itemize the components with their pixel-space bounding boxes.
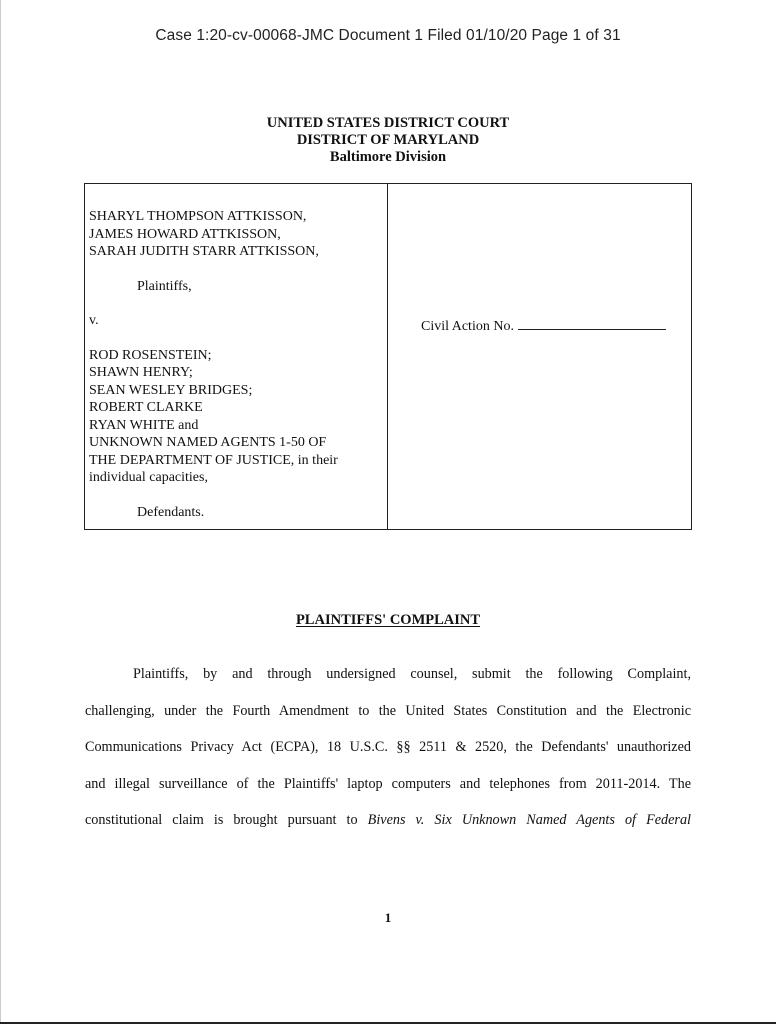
body-line: Communications Privacy Act (ECPA), 18 U.S.C. §§ 2511 & 2520, the Defendants' unauthorized bbox=[85, 739, 691, 755]
defendant-name: ROD ROSENSTEIN; bbox=[89, 347, 212, 363]
page-number: 1 bbox=[384, 910, 392, 925]
civil-action-number bbox=[421, 316, 666, 335]
defendant-name: UNKNOWN NAMED AGENTS 1-50 OF bbox=[89, 435, 327, 450]
versus-label: v. bbox=[89, 313, 99, 328]
case-caption-box bbox=[84, 183, 692, 530]
complaint-body bbox=[85, 662, 691, 845]
defendants-label: Defendants. bbox=[137, 504, 205, 520]
defendant-name: ROBERT CLARKE bbox=[89, 400, 203, 415]
complaint-heading: PLAINTIFFS' COMPLAINT bbox=[295, 612, 481, 628]
body-line-last bbox=[85, 808, 691, 845]
body-line: Plaintiffs, by and through undersigned counsel, submit the following Complaint, bbox=[133, 666, 691, 682]
body-line: challenging, under the Fourth Amendment to the United States Constitution and the Electronic bbox=[85, 702, 691, 719]
court-title bbox=[0, 115, 776, 166]
ecf-header-stamp: Case 1:20-cv-00068-JMC Document 1 Filed 01/10/20 Page 1 of 31 bbox=[155, 27, 621, 44]
plaintiff-name: SARAH JUDITH STARR ATTKISSON, bbox=[89, 244, 319, 259]
body-text-plain: constitutional claim is brought pursuant to bbox=[85, 812, 368, 828]
defendant-name: SHAWN HENRY; bbox=[89, 365, 193, 380]
plaintiff-name: JAMES HOWARD ATTKISSON, bbox=[89, 226, 281, 242]
civil-action-blank bbox=[518, 316, 666, 330]
defendant-name: SEAN WESLEY BRIDGES; bbox=[89, 382, 253, 398]
court-division: Baltimore Division bbox=[329, 149, 447, 165]
caption-divider bbox=[387, 184, 388, 529]
defendant-name: individual capacities, bbox=[89, 470, 208, 485]
defendant-name: THE DEPARTMENT OF JUSTICE, in their bbox=[89, 452, 338, 468]
court-district: DISTRICT OF MARYLAND bbox=[296, 132, 480, 148]
civil-action-label: Civil Action No. bbox=[421, 319, 514, 334]
body-line: and illegal surveillance of the Plaintiffs' laptop computers and telephones from 2011-2014. The bbox=[85, 775, 691, 792]
court-name: UNITED STATES DISTRICT COURT bbox=[266, 115, 510, 131]
defendant-name: RYAN WHITE and bbox=[89, 417, 199, 433]
plaintiffs-label: Plaintiffs, bbox=[137, 278, 192, 294]
caption-parties bbox=[89, 208, 379, 521]
plaintiff-name: SHARYL THOMPSON ATTKISSON, bbox=[89, 209, 307, 224]
case-citation: Bivens v. Six Unknown Named Agents of Federal bbox=[367, 812, 691, 828]
